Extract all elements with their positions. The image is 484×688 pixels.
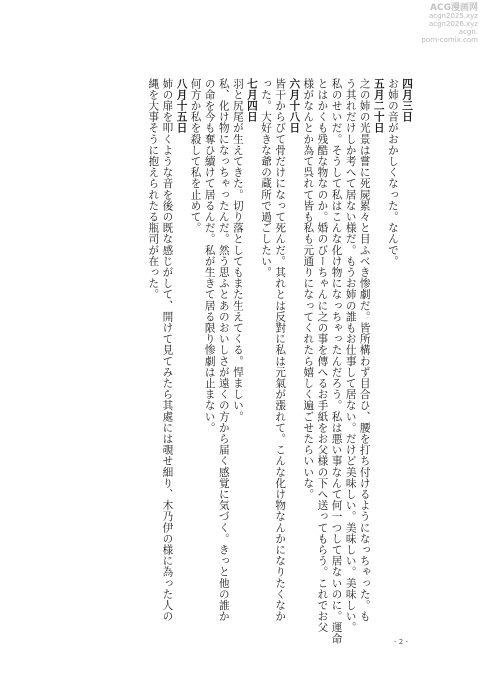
diary-date-heading: 八月十五日 — [175, 78, 188, 134]
watermark-line: acgn2025.xyz — [428, 12, 478, 20]
diary-text-line: の命を今も奪ひ續けて居るんだ。私が生きて居る限り惨劇は止まない。 — [203, 78, 216, 434]
watermark-line: acgn. — [458, 28, 478, 36]
diary-text-line: 姉の扉を叩くような音を後の既な感じがして、開けて見てみたら其處には覗せ細り、木乃伊の様に為った人の — [161, 78, 174, 622]
diary-date-heading: 七月四日 — [245, 78, 258, 123]
diary-page — [60, 78, 414, 645]
watermark-line: acgn2026.xyz — [428, 20, 478, 28]
diary-text-line: 何方か私を殺して私を止めて。 — [189, 78, 202, 234]
diary-date-heading: 五月二十日 — [372, 78, 385, 134]
diary-text-line: 之の姉の光景は嘗に死屍累々と目ふべき惨劇だ。皆所構わず目合ひ、腰を打ち付けるようになっちゃった。も — [358, 78, 371, 622]
page-number: - 2 - — [394, 638, 408, 646]
diary-date-heading: 六月十八日 — [288, 78, 301, 134]
diary-text-line: 様がなんとか為て呉れて皆も私も元通りになってくれたら嬉しく遍ごせたらいいな。 — [302, 78, 315, 500]
diary-text-line: 私のせいだ。そうして私はこんな化け物になっちゃったんだろう。私は悪い事なんて何一つして居ないのに。運命 — [330, 78, 343, 645]
diary-text-line: お姉の音がおかしくなった。なんで。 — [386, 78, 399, 267]
diary-text-line: 縄を大事そうに抱えられたる瓶司が在った。 — [147, 78, 160, 300]
diary-text-line: 羽と尻尾が生えてきた。切り落としてもまた生えてくる。悍ましい。 — [231, 78, 244, 423]
watermark — [408, 4, 478, 44]
diary-text-line: 皆干からびて骨だけになって死んだ。其れとは反對に私は元氣が漲れて。こんな化け物なんかになりたくなか — [274, 78, 287, 622]
watermark-line: porn-comix.com — [421, 36, 478, 44]
watermark-logo: ACG漫画网 — [430, 3, 478, 13]
diary-text-line: 私、化け物になっちゃったんだ。然う思ふとあのおいしさが遠くの方から届く感覚に気づく。きっと他の誰か — [217, 78, 230, 622]
diary-text-line: とはかくも残酷な物なのか。婚のびーちゃんに之の事を傳へるお手紙をお父様の下へ送ってもらう。これでお父 — [316, 78, 329, 633]
diary-text-line: う其れだけしか考へて居ない様だ。もうお姉の誰もお仕事して居ない。だけど美味しい。美味しい。美味しい。 — [344, 78, 357, 633]
diary-text-line: った。大好きな爺の蔵所で過ごしたい。 — [260, 78, 273, 278]
diary-date-heading: 四月三日 — [401, 78, 413, 123]
